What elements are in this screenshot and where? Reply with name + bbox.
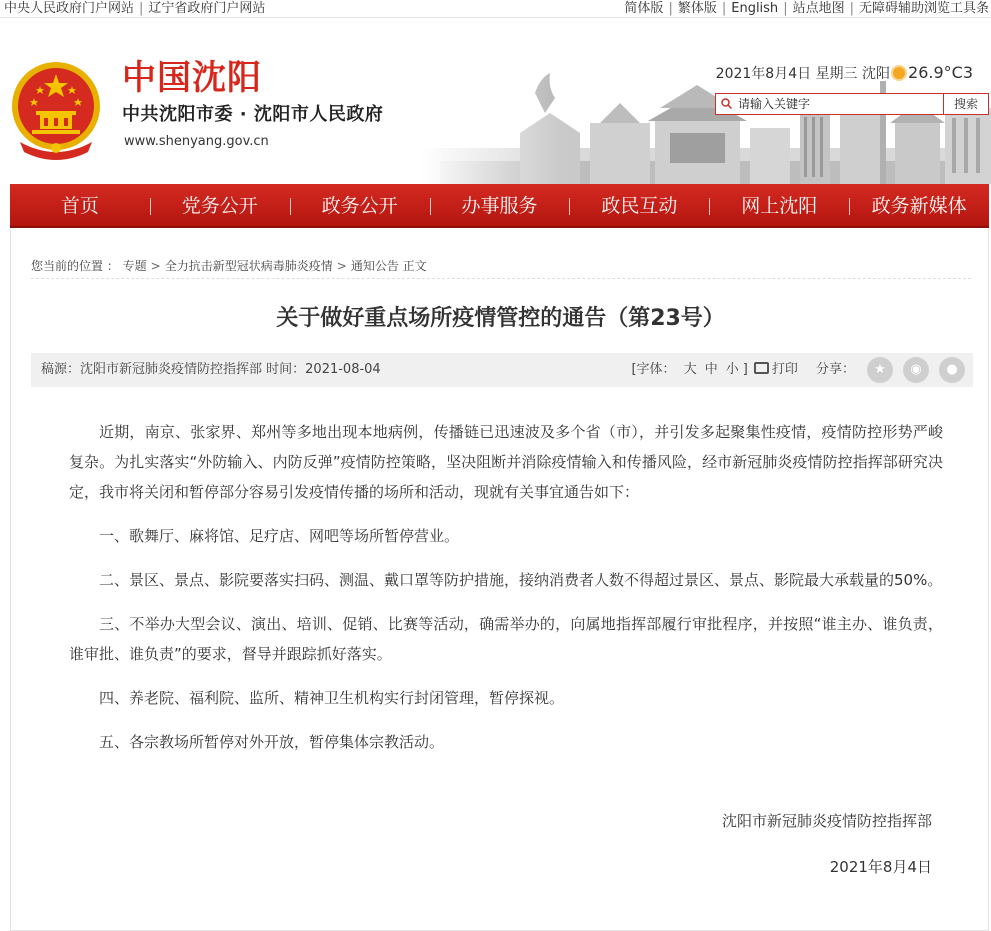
main-nav bbox=[10, 184, 989, 228]
separator: | bbox=[849, 1, 854, 16]
paragraph-item-5: 五、各宗教场所暂停对外开放，暂停集体宗教活动。 bbox=[99, 733, 445, 751]
breadcrumb bbox=[31, 254, 971, 279]
article-date: 2021年8月4日 bbox=[829, 858, 932, 876]
nav-home[interactable]: 首页 bbox=[60, 195, 99, 217]
breadcrumb-current: 正文 bbox=[402, 259, 427, 273]
nav-online-shenyang[interactable]: 网上沈阳 bbox=[709, 184, 849, 226]
site-subtitle: 中共沈阳市委 · 沈阳市人民政府 bbox=[122, 104, 384, 125]
paragraph-item-3: 三、不举办大型会议、演出、培训、促销、比赛等活动，确需举办的，向属地指挥部履行审批程序，并按照“谁主办、谁负责，谁审批、谁负责”的要求，督导并跟踪抓好落实。 bbox=[69, 615, 943, 663]
article-body bbox=[69, 417, 943, 771]
paragraph-intro: 近期，南京、张家界、郑州等多地出现本地病例，传播链已迅速波及多个省（市），并引发多起聚集性疫情，疫情防控形势严峻复杂。为扎实落实“外防输入、内防反弹”疫情防控策略，坚决阻断并消除疫情输入和传播风险，经市新冠肺炎疫情防控指挥部研究决定，我市将关闭和暂停部分容易引发疫情传播的场所和活动，现就有关事宜通告如下： bbox=[69, 423, 943, 501]
paragraph-item-4: 四、养老院、福利院、监所、精神卫生机构实行封闭管理，暂停探视。 bbox=[99, 689, 565, 707]
search-box bbox=[715, 93, 989, 115]
current-date: 2021年8月4日 bbox=[715, 66, 812, 82]
article-source-time bbox=[41, 353, 381, 387]
site-url: www.shenyang.gov.cn bbox=[124, 134, 269, 149]
weekday: 星期三 bbox=[815, 66, 858, 82]
favorite-star-icon[interactable]: ★ bbox=[867, 357, 893, 383]
date-weather bbox=[716, 64, 973, 83]
link-english[interactable]: English bbox=[731, 1, 779, 16]
weibo-icon[interactable]: ◉ bbox=[903, 357, 929, 383]
font-size-small[interactable]: 小 bbox=[725, 362, 739, 377]
link-liaoning-gov[interactable]: 辽宁省政府门户网站 bbox=[148, 1, 266, 16]
nav-party-affairs[interactable]: 党务公开 bbox=[150, 184, 290, 226]
weather-city: 沈阳 bbox=[862, 66, 891, 82]
breadcrumb-notices[interactable]: 通知公告 bbox=[350, 259, 399, 273]
link-traditional[interactable]: 繁体版 bbox=[677, 1, 717, 16]
external-links bbox=[4, 0, 265, 17]
separator: | bbox=[783, 1, 788, 16]
separator: | bbox=[721, 1, 727, 16]
national-emblem-logo bbox=[10, 56, 102, 162]
font-size-large[interactable]: 大 bbox=[683, 362, 697, 377]
nav-government-affairs[interactable]: 政务公开 bbox=[290, 184, 430, 226]
search-icon bbox=[721, 98, 732, 109]
article-source: 稿源：沈阳市新冠肺炎疫情防控指挥部 bbox=[41, 362, 263, 377]
chevron-right-icon: > bbox=[336, 259, 347, 273]
printer-icon[interactable] bbox=[754, 362, 769, 374]
print-button[interactable]: 打印 bbox=[771, 362, 798, 377]
top-links-bar bbox=[0, 0, 991, 18]
city-skyline-illustration bbox=[420, 73, 991, 184]
breadcrumb-label: 您当前的位置 ： bbox=[31, 259, 119, 273]
separator: | bbox=[139, 1, 144, 16]
nav-interaction[interactable]: 政民互动 bbox=[569, 184, 709, 226]
breadcrumb-topics[interactable]: 专题 bbox=[122, 259, 147, 273]
search-input[interactable] bbox=[738, 94, 938, 114]
site-title: 中国沈阳 bbox=[122, 58, 262, 98]
font-size-bracket: ] bbox=[742, 362, 748, 377]
sun-icon bbox=[893, 67, 905, 79]
link-simplified[interactable]: 简体版 bbox=[624, 1, 664, 16]
share-icons bbox=[867, 357, 965, 383]
search-button[interactable]: 搜索 bbox=[943, 94, 988, 114]
paragraph-item-2: 二、景区、景点、影院要落实扫码、测温、戴口罩等防护措施，接纳消费者人数不得超过景区、景点、影院最大承载量的50%。 bbox=[99, 571, 943, 589]
article-panel bbox=[10, 229, 989, 931]
article-meta-bar bbox=[31, 353, 973, 387]
link-sitemap[interactable]: 站点地图 bbox=[792, 1, 845, 16]
font-size-label: [字体： bbox=[631, 362, 676, 377]
link-central-gov[interactable]: 中央人民政府门户网站 bbox=[4, 1, 135, 16]
paragraph-item-1: 一、歌舞厅、麻将馆、足疗店、网吧等场所暂停营业。 bbox=[99, 527, 460, 545]
share-label: 分享： bbox=[815, 362, 855, 377]
wechat-icon[interactable]: ● bbox=[939, 357, 965, 383]
nav-new-media[interactable]: 政务新媒体 bbox=[849, 184, 989, 226]
breadcrumb-epidemic[interactable]: 全力抗击新型冠状病毒肺炎疫情 bbox=[164, 259, 333, 273]
link-accessibility[interactable]: 无障碍辅助浏览工具条 bbox=[858, 1, 989, 16]
separator: | bbox=[668, 1, 673, 16]
article-time: 时间：2021-08-04 bbox=[266, 362, 381, 377]
font-size-medium[interactable]: 中 bbox=[704, 362, 718, 377]
article-tools bbox=[631, 353, 855, 387]
article-signer: 沈阳市新冠肺炎疫情防控指挥部 bbox=[721, 812, 932, 830]
temperature: 26.9°C3 bbox=[908, 63, 973, 82]
nav-services[interactable]: 办事服务 bbox=[430, 184, 570, 226]
site-options bbox=[624, 0, 989, 17]
chevron-right-icon: > bbox=[150, 259, 161, 273]
article-title: 关于做好重点场所疫情管控的通告（第23号） bbox=[276, 306, 725, 331]
site-header bbox=[0, 18, 991, 184]
